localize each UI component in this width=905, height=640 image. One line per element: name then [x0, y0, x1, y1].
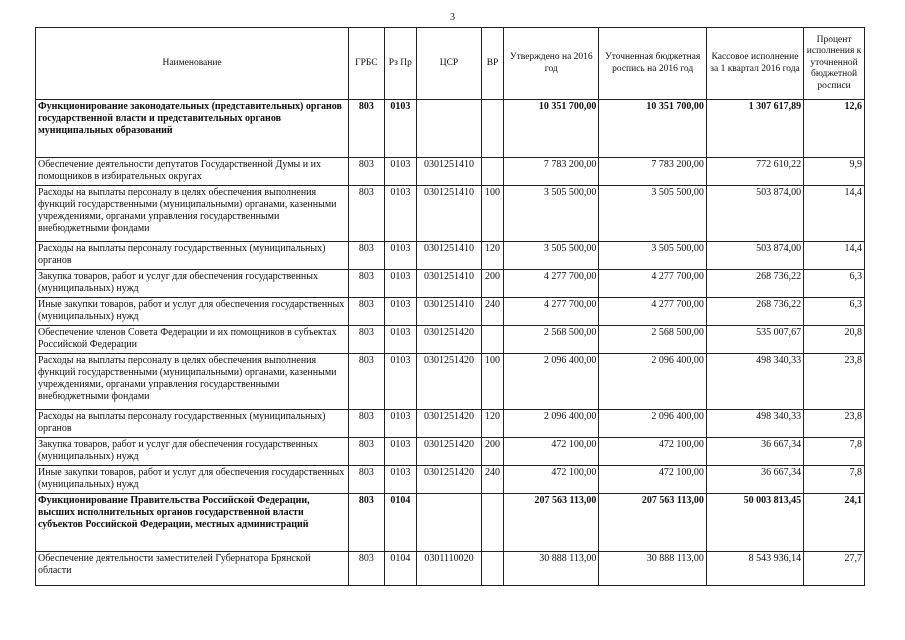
cell-refined: 4 277 700,00	[599, 270, 706, 298]
cell-vr: 100	[481, 186, 503, 242]
cell-grbs: 803	[349, 298, 384, 326]
cell-rz-pr: 0103	[384, 270, 416, 298]
cell-approved: 472 100,00	[504, 466, 599, 494]
cell-percent: 6,3	[804, 270, 865, 298]
header-approved: Утверждено на 2016 год	[504, 28, 599, 100]
header-name: Наименование	[36, 28, 349, 100]
cell-cash: 503 874,00	[706, 242, 803, 270]
cell-csr: 0301251410	[417, 158, 482, 186]
cell-percent: 24,1	[804, 494, 865, 552]
cell-percent: 6,3	[804, 298, 865, 326]
cell-refined: 3 505 500,00	[599, 186, 706, 242]
cell-approved: 10 351 700,00	[504, 100, 599, 158]
header-vr: ВР	[481, 28, 503, 100]
cell-cash: 1 307 617,89	[706, 100, 803, 158]
cell-grbs: 803	[349, 438, 384, 466]
header-rz-pr: Рз Пр	[384, 28, 416, 100]
cell-approved: 2 568 500,00	[504, 326, 599, 354]
cell-approved: 2 096 400,00	[504, 410, 599, 438]
cell-rz-pr: 0103	[384, 466, 416, 494]
cell-csr	[417, 494, 482, 552]
cell-csr	[417, 100, 482, 158]
cell-grbs: 803	[349, 552, 384, 586]
cell-name: Обеспечение членов Совета Федерации и их помощников в субъектах Российской Федерации	[36, 326, 349, 354]
cell-refined: 2 568 500,00	[599, 326, 706, 354]
cell-percent: 14,4	[804, 186, 865, 242]
cell-csr: 0301251420	[417, 410, 482, 438]
cell-refined: 4 277 700,00	[599, 298, 706, 326]
cell-grbs: 803	[349, 270, 384, 298]
cell-refined: 472 100,00	[599, 466, 706, 494]
table-header-row	[36, 28, 865, 100]
table-row	[36, 410, 865, 438]
cell-name: Иные закупки товаров, работ и услуг для обеспечения государственных (муниципальных) нужд	[36, 298, 349, 326]
cell-refined: 30 888 113,00	[599, 552, 706, 586]
cell-rz-pr: 0103	[384, 100, 416, 158]
cell-name: Обеспечение деятельности заместителей Губернатора Брянской области	[36, 552, 349, 586]
cell-csr: 0301251410	[417, 242, 482, 270]
cell-name: Функционирование законодательных (представительных) органов государственной власти и представительных органов муниципальных образований	[36, 100, 349, 158]
cell-vr	[481, 326, 503, 354]
table-row	[36, 326, 865, 354]
cell-grbs: 803	[349, 158, 384, 186]
table-row	[36, 270, 865, 298]
cell-approved: 7 783 200,00	[504, 158, 599, 186]
cell-cash: 268 736,22	[706, 270, 803, 298]
cell-cash: 50 003 813,45	[706, 494, 803, 552]
cell-grbs: 803	[349, 242, 384, 270]
cell-refined: 472 100,00	[599, 438, 706, 466]
cell-approved: 4 277 700,00	[504, 298, 599, 326]
header-csr: ЦСР	[417, 28, 482, 100]
cell-vr	[481, 158, 503, 186]
table-row	[36, 100, 865, 158]
cell-cash: 36 667,34	[706, 438, 803, 466]
cell-vr: 120	[481, 242, 503, 270]
cell-name: Расходы на выплаты персоналу в целях обеспечения выполнения функций государственными (муниципальными) органами, казенными учреждениями, органами управления государственными внебюджетными фондами	[36, 354, 349, 410]
cell-percent: 7,8	[804, 438, 865, 466]
cell-refined: 10 351 700,00	[599, 100, 706, 158]
cell-refined: 2 096 400,00	[599, 354, 706, 410]
cell-approved: 472 100,00	[504, 438, 599, 466]
cell-approved: 4 277 700,00	[504, 270, 599, 298]
cell-rz-pr: 0103	[384, 354, 416, 410]
table-row	[36, 242, 865, 270]
cell-cash: 8 543 936,14	[706, 552, 803, 586]
table-row	[36, 158, 865, 186]
cell-percent: 20,8	[804, 326, 865, 354]
cell-percent: 12,6	[804, 100, 865, 158]
cell-approved: 207 563 113,00	[504, 494, 599, 552]
cell-vr	[481, 100, 503, 158]
cell-name: Расходы на выплаты персоналу государственных (муниципальных) органов	[36, 410, 349, 438]
cell-name: Закупка товаров, работ и услуг для обеспечения государственных (муниципальных) нужд	[36, 438, 349, 466]
cell-percent: 14,4	[804, 242, 865, 270]
cell-grbs: 803	[349, 494, 384, 552]
cell-rz-pr: 0103	[384, 326, 416, 354]
cell-csr: 0301251420	[417, 354, 482, 410]
cell-cash: 772 610,22	[706, 158, 803, 186]
cell-name: Обеспечение деятельности депутатов Государственной Думы и их помощников в избирательных округах	[36, 158, 349, 186]
page-number: 3	[450, 12, 455, 23]
table-row	[36, 354, 865, 410]
header-refined: Уточненная бюджетная роспись на 2016 год	[599, 28, 706, 100]
cell-grbs: 803	[349, 466, 384, 494]
cell-refined: 3 505 500,00	[599, 242, 706, 270]
table-row	[36, 494, 865, 552]
table-row	[36, 438, 865, 466]
cell-vr: 120	[481, 410, 503, 438]
cell-rz-pr: 0103	[384, 242, 416, 270]
cell-vr: 200	[481, 270, 503, 298]
cell-grbs: 803	[349, 186, 384, 242]
cell-percent: 27,7	[804, 552, 865, 586]
cell-percent: 9,9	[804, 158, 865, 186]
cell-rz-pr: 0103	[384, 410, 416, 438]
header-grbs: ГРБС	[349, 28, 384, 100]
cell-percent: 7,8	[804, 466, 865, 494]
cell-vr: 240	[481, 298, 503, 326]
cell-cash: 498 340,33	[706, 354, 803, 410]
cell-cash: 268 736,22	[706, 298, 803, 326]
cell-name: Иные закупки товаров, работ и услуг для обеспечения государственных (муниципальных) нужд	[36, 466, 349, 494]
cell-rz-pr: 0104	[384, 552, 416, 586]
cell-csr: 0301251410	[417, 270, 482, 298]
cell-cash: 503 874,00	[706, 186, 803, 242]
cell-percent: 23,8	[804, 354, 865, 410]
header-cash: Кассовое исполнение за 1 квартал 2016 года	[706, 28, 803, 100]
cell-name: Расходы на выплаты персоналу государственных (муниципальных) органов	[36, 242, 349, 270]
table-row	[36, 552, 865, 586]
cell-name: Закупка товаров, работ и услуг для обеспечения государственных (муниципальных) нужд	[36, 270, 349, 298]
table-row	[36, 466, 865, 494]
cell-vr	[481, 494, 503, 552]
table-row	[36, 186, 865, 242]
cell-rz-pr: 0103	[384, 186, 416, 242]
cell-vr: 240	[481, 466, 503, 494]
cell-rz-pr: 0103	[384, 298, 416, 326]
cell-csr: 0301251410	[417, 298, 482, 326]
cell-csr: 0301110020	[417, 552, 482, 586]
cell-vr: 200	[481, 438, 503, 466]
cell-grbs: 803	[349, 326, 384, 354]
cell-vr	[481, 552, 503, 586]
cell-csr: 0301251420	[417, 326, 482, 354]
header-percent: Процент исполнения к уточненной бюджетной росписи	[804, 28, 865, 100]
cell-grbs: 803	[349, 354, 384, 410]
cell-rz-pr: 0104	[384, 494, 416, 552]
cell-approved: 2 096 400,00	[504, 354, 599, 410]
cell-csr: 0301251420	[417, 438, 482, 466]
cell-name: Расходы на выплаты персоналу в целях обеспечения выполнения функций государственными (муниципальными) органами, казенными учреждениями, органами управления государственными внебюджетными фондами	[36, 186, 349, 242]
cell-percent: 23,8	[804, 410, 865, 438]
cell-refined: 2 096 400,00	[599, 410, 706, 438]
cell-approved: 3 505 500,00	[504, 186, 599, 242]
cell-refined: 7 783 200,00	[599, 158, 706, 186]
cell-refined: 207 563 113,00	[599, 494, 706, 552]
cell-rz-pr: 0103	[384, 158, 416, 186]
cell-cash: 36 667,34	[706, 466, 803, 494]
cell-grbs: 803	[349, 410, 384, 438]
cell-vr: 100	[481, 354, 503, 410]
table-row	[36, 298, 865, 326]
budget-execution-table	[35, 27, 865, 586]
cell-rz-pr: 0103	[384, 438, 416, 466]
cell-csr: 0301251410	[417, 186, 482, 242]
cell-cash: 498 340,33	[706, 410, 803, 438]
cell-grbs: 803	[349, 100, 384, 158]
cell-name: Функционирование Правительства Российской Федерации, высших исполнительных органов государственной власти субъектов Российской Федерации, местных администраций	[36, 494, 349, 552]
cell-approved: 30 888 113,00	[504, 552, 599, 586]
cell-cash: 535 007,67	[706, 326, 803, 354]
cell-approved: 3 505 500,00	[504, 242, 599, 270]
cell-csr: 0301251420	[417, 466, 482, 494]
